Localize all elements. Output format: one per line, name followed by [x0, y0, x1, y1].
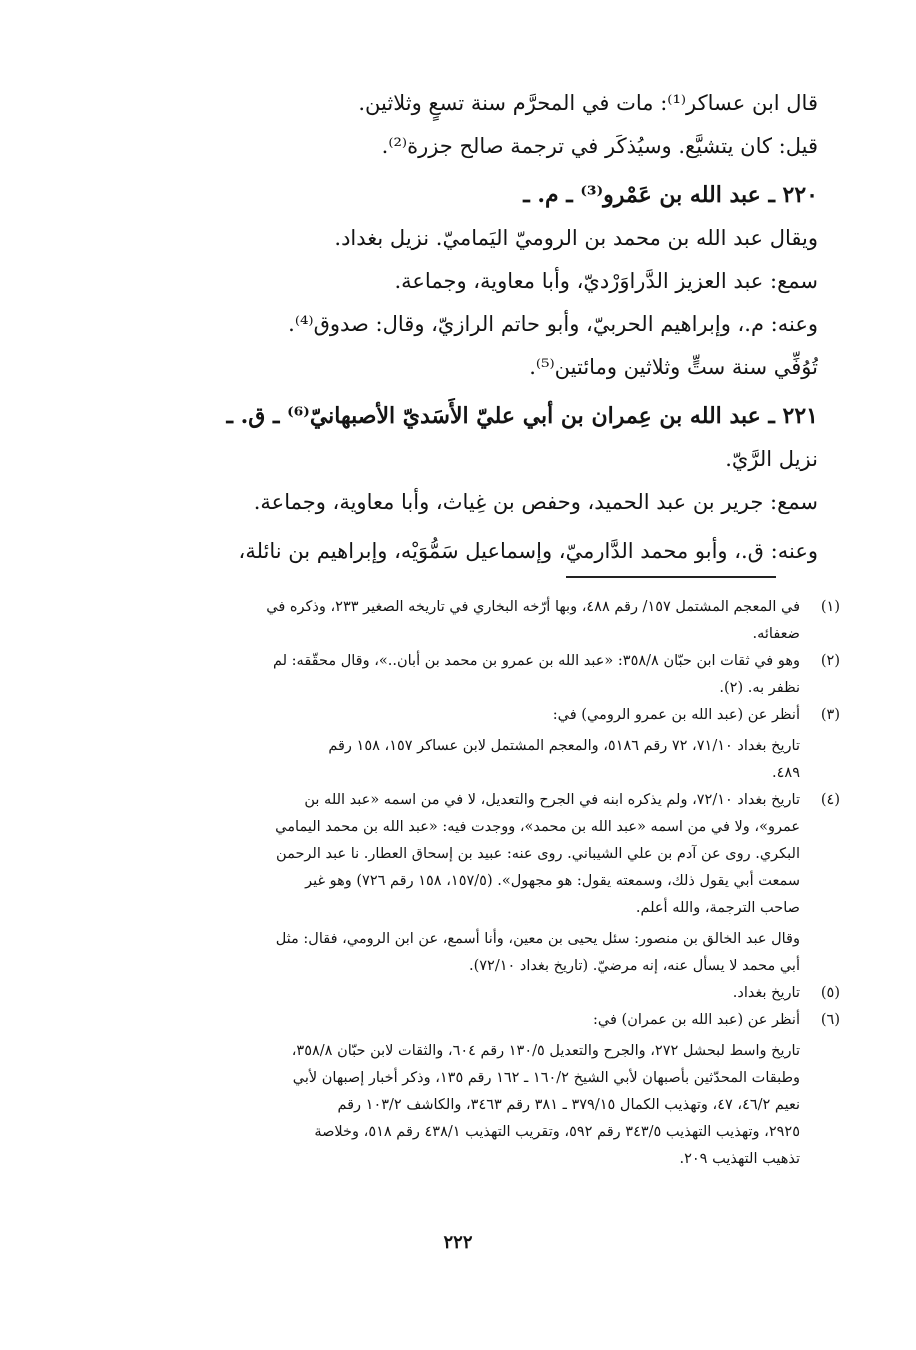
main-text: [98, 82, 818, 573]
footnote-number: (٣): [820, 707, 840, 723]
footnote-line: وطبقات المحدّثين بأصبهان لأبي الشيخ ١٦٠/٢ ـ ١٦٢ رقم ١٣٥، وذكر أخبار إصبهان لأبي: [292, 1070, 800, 1086]
footnote-line: نظفر به. (٢).: [719, 680, 800, 696]
footnote: [70, 1007, 840, 1173]
footnote-line: تذهيب التهذيب ٢٠٩.: [679, 1151, 800, 1167]
main-line: سمع: جرير بن عبد الحميد، وحفص بن غِياث، وأبا معاوية، وجماعة.: [253, 490, 818, 514]
main-line: قال ابن عساكر⁽¹⁾: مات في المحرَّم سنة تسعٍ وثلاثين.: [358, 91, 818, 115]
footnote-number: (٥): [820, 985, 840, 1001]
footnote-line: ٢٩٢٥، وتهذيب التهذيب ٣٤٣/٥ رقم ٥٩٢، وتقريب التهذيب ٤٣٨/١ رقم ٥١٨، وخلاصة: [314, 1124, 800, 1140]
footnote-line: تاريخ بغداد ٧٢/١٠، ولم يذكره ابنه في الجرح والتعديل، لا في من اسمه «عبد الله بن: [304, 792, 800, 808]
footnote-line: صاحب الترجمة، والله أعلم.: [635, 900, 800, 916]
footnote-line: أبي محمد لا يسأل عنه، إنه مرضيّ. (تاريخ بغداد ٧٢/١٠).: [468, 958, 800, 974]
footnote-line: تاريخ بغداد ٧١/١٠، ٧٢ رقم ٥١٨٦، والمعجم المشتمل لابن عساكر ١٥٧، ١٥٨ رقم: [328, 738, 800, 754]
page-number: ٢٢٢: [443, 1232, 473, 1253]
footnote-line: ٤٨٩.: [772, 765, 800, 781]
main-line: قيل: كان يتشيَّع. وسيُذكَر في ترجمة صالح جزرة⁽²⁾.: [381, 134, 818, 158]
main-line: وعنه: م.، وإبراهيم الحربيّ، وأبو حاتم الرازيّ، وقال: صدوق⁽⁴⁾.: [288, 312, 818, 336]
footnote-line: البكري. روى عن آدم بن علي الشيباني. روى عنه: عبيد بن إسحاق العطار. نا عبد الرحمن: [276, 846, 800, 862]
main-line: تُوُفِّي سنة ستٍّ وثلاثين ومائتين⁽⁵⁾.: [529, 355, 818, 379]
footnote-number: (٢): [820, 653, 840, 669]
entry-heading-220: ٢٢٠ ـ عبد الله بن عَمْرو⁽³⁾ ـ م. ـ: [523, 182, 818, 208]
main-line: ويقال عبد الله بن محمد بن الروميّ اليَماميّ. نزيل بغداد.: [334, 226, 818, 250]
footnote: [70, 787, 840, 980]
footnote-number: (٤): [820, 792, 840, 808]
footnote-line: أنظر عن (عبد الله بن عمران) في:: [593, 1012, 800, 1028]
footnote-line: وهو في ثقات ابن حبّان ٣٥٨/٨: «عبد الله بن عمرو بن محمد بن أبان..»، وقال محقّقه: لم: [272, 653, 800, 669]
footnote: [70, 594, 840, 648]
footnote-line: أنظر عن (عبد الله بن عمرو الرومي) في:: [552, 707, 800, 723]
footnote-line: في المعجم المشتمل ١٥٧/ رقم ٤٨٨، وبها أرّخه البخاري في تاريخه الصغير ٢٣٣، وذكره في: [266, 599, 800, 615]
footnote-line: عمرو»، ولا في من اسمه «عبد الله بن محمد»، ووجدت فيه: «عبد الله بن محمد اليمامي: [275, 819, 800, 835]
footnote: [70, 980, 840, 1007]
footnote-number: (٦): [820, 1012, 840, 1028]
footnote-line: تاريخ بغداد.: [732, 985, 800, 1001]
footnote: [70, 702, 840, 787]
footnote-line: تاريخ واسط لبحشل ٢٧٢، والجرح والتعديل ١٣٠/٥ رقم ٦٠٤، والثقات لابن حبّان ٣٥٨/٨،: [291, 1043, 800, 1059]
footnote: [70, 648, 840, 702]
footnote-line: وقال عبد الخالق بن منصور: سئل يحيى بن معين، وأنا أسمع، عن ابن الرومي، فقال: مثل: [275, 931, 800, 947]
main-line: وعنه: ق.، وأبو محمد الدَّارميّ، وإسماعيل سَمُّوَيْه، وإبراهيم بن نائلة،: [238, 539, 818, 563]
footnote-line: ضعفائه.: [752, 626, 800, 642]
footnote-divider: [566, 576, 776, 578]
main-line: سمع: عبد العزيز الدَّراوَرْديّ، وأبا معاوية، وجماعة.: [394, 269, 818, 293]
entry-heading-221: ٢٢١ ـ عبد الله بن عِمران بن أبي عليّ الأَسَديّ الأصبهانيّ⁽⁶⁾ ـ ق. ـ: [226, 403, 818, 429]
footnotes: [70, 594, 840, 1173]
footnote-line: سمعت أبي يقول ذلك، وسمعته يقول: هو مجهول». (١٥٧/٥، ١٥٨ رقم ٧٢٦) وهو غير: [305, 873, 800, 889]
footnote-number: (١): [820, 599, 840, 615]
main-line: نزيل الرَّيّ.: [725, 447, 818, 471]
footnote-line: نعيم ٤٦/٢، ٤٧، وتهذيب الكمال ٣٧٩/١٥ ـ ٣٨١ رقم ٣٤٦٣، والكاشف ١٠٣/٢ رقم: [337, 1097, 800, 1113]
